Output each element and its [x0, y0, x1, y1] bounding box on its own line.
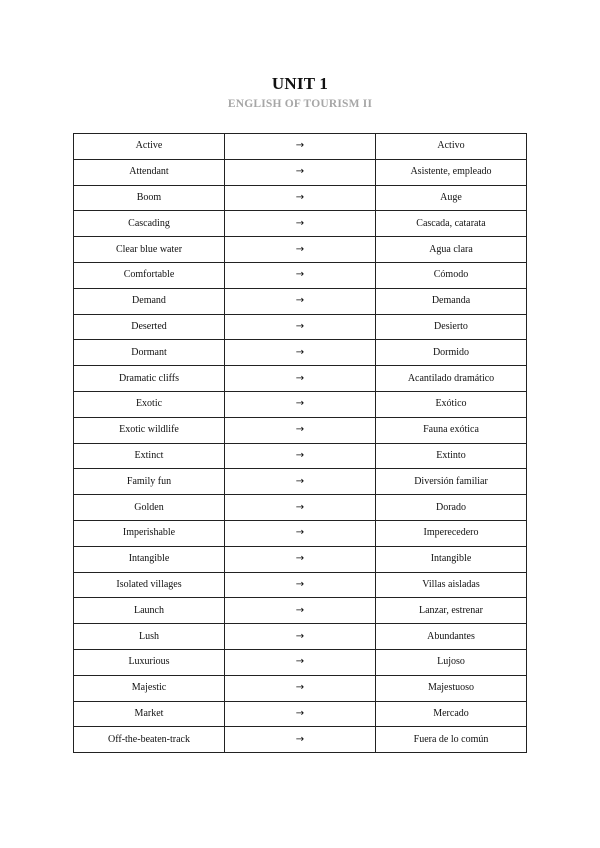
right-arrow-icon: → — [225, 159, 376, 185]
right-arrow-icon: → — [225, 417, 376, 443]
english-term: Comfortable — [74, 262, 225, 288]
right-arrow-icon: → — [225, 520, 376, 546]
english-term: Exotic wildlife — [74, 417, 225, 443]
spanish-translation: Intangible — [376, 546, 527, 572]
table-row — [74, 598, 527, 624]
right-arrow-icon: → — [225, 211, 376, 237]
english-term: Dramatic cliffs — [74, 366, 225, 392]
spanish-translation: Majestuoso — [376, 675, 527, 701]
table-row — [74, 495, 527, 521]
right-arrow-icon: → — [225, 469, 376, 495]
english-term: Launch — [74, 598, 225, 624]
right-arrow-icon: → — [225, 546, 376, 572]
spanish-translation: Acantilado dramático — [376, 366, 527, 392]
spanish-translation: Cascada, catarata — [376, 211, 527, 237]
right-arrow-icon: → — [225, 288, 376, 314]
table-row — [74, 520, 527, 546]
table-row — [74, 572, 527, 598]
table-row — [74, 443, 527, 469]
spanish-translation: Dormido — [376, 340, 527, 366]
table-row — [74, 727, 527, 753]
spanish-translation: Agua clara — [376, 237, 527, 263]
english-term: Clear blue water — [74, 237, 225, 263]
english-term: Attendant — [74, 159, 225, 185]
right-arrow-icon: → — [225, 572, 376, 598]
table-row — [74, 701, 527, 727]
table-row — [74, 159, 527, 185]
right-arrow-icon: → — [225, 262, 376, 288]
spanish-translation: Lujoso — [376, 649, 527, 675]
english-term: Golden — [74, 495, 225, 521]
page-subtitle: ENGLISH OF TOURISM II — [227, 98, 373, 110]
right-arrow-icon: → — [225, 649, 376, 675]
right-arrow-icon: → — [225, 134, 376, 160]
english-term: Imperishable — [74, 520, 225, 546]
right-arrow-icon: → — [225, 237, 376, 263]
vocabulary-table-body — [74, 134, 527, 753]
spanish-translation: Mercado — [376, 701, 527, 727]
spanish-translation: Activo — [376, 134, 527, 160]
right-arrow-icon: → — [225, 185, 376, 211]
english-term: Extinct — [74, 443, 225, 469]
right-arrow-icon: → — [225, 598, 376, 624]
table-row — [74, 469, 527, 495]
spanish-translation: Abundantes — [376, 624, 527, 650]
spanish-translation: Demanda — [376, 288, 527, 314]
english-term: Luxurious — [74, 649, 225, 675]
english-term: Demand — [74, 288, 225, 314]
english-term: Exotic — [74, 391, 225, 417]
spanish-translation: Asistente, empleado — [376, 159, 527, 185]
table-row — [74, 288, 527, 314]
spanish-translation: Extinto — [376, 443, 527, 469]
table-row — [74, 624, 527, 650]
english-term: Off-the-beaten-track — [74, 727, 225, 753]
spanish-translation: Fauna exótica — [376, 417, 527, 443]
table-row — [74, 546, 527, 572]
right-arrow-icon: → — [225, 495, 376, 521]
spanish-translation: Villas aisladas — [376, 572, 527, 598]
english-term: Cascading — [74, 211, 225, 237]
table-row — [74, 391, 527, 417]
right-arrow-icon: → — [225, 624, 376, 650]
english-term: Lush — [74, 624, 225, 650]
spanish-translation: Exótico — [376, 391, 527, 417]
table-row — [74, 417, 527, 443]
spanish-translation: Imperecedero — [376, 520, 527, 546]
table-row — [74, 185, 527, 211]
english-term: Intangible — [74, 546, 225, 572]
spanish-translation: Diversión familiar — [376, 469, 527, 495]
right-arrow-icon: → — [225, 391, 376, 417]
table-row — [74, 649, 527, 675]
right-arrow-icon: → — [225, 727, 376, 753]
right-arrow-icon: → — [225, 443, 376, 469]
spanish-translation: Dorado — [376, 495, 527, 521]
spanish-translation: Cómodo — [376, 262, 527, 288]
right-arrow-icon: → — [225, 675, 376, 701]
english-term: Boom — [74, 185, 225, 211]
table-row — [74, 340, 527, 366]
table-row — [74, 134, 527, 160]
english-term: Isolated villages — [74, 572, 225, 598]
table-row — [74, 366, 527, 392]
table-row — [74, 262, 527, 288]
vocabulary-table — [73, 133, 527, 753]
right-arrow-icon: → — [225, 314, 376, 340]
page-title: UNIT 1 — [271, 74, 329, 93]
english-term: Active — [74, 134, 225, 160]
english-term: Majestic — [74, 675, 225, 701]
english-term: Family fun — [74, 469, 225, 495]
table-row — [74, 211, 527, 237]
spanish-translation: Desierto — [376, 314, 527, 340]
right-arrow-icon: → — [225, 701, 376, 727]
right-arrow-icon: → — [225, 340, 376, 366]
english-term: Dormant — [74, 340, 225, 366]
right-arrow-icon: → — [225, 366, 376, 392]
english-term: Market — [74, 701, 225, 727]
table-row — [74, 237, 527, 263]
spanish-translation: Lanzar, estrenar — [376, 598, 527, 624]
spanish-translation: Auge — [376, 185, 527, 211]
table-row — [74, 314, 527, 340]
table-row — [74, 675, 527, 701]
english-term: Deserted — [74, 314, 225, 340]
spanish-translation: Fuera de lo común — [376, 727, 527, 753]
